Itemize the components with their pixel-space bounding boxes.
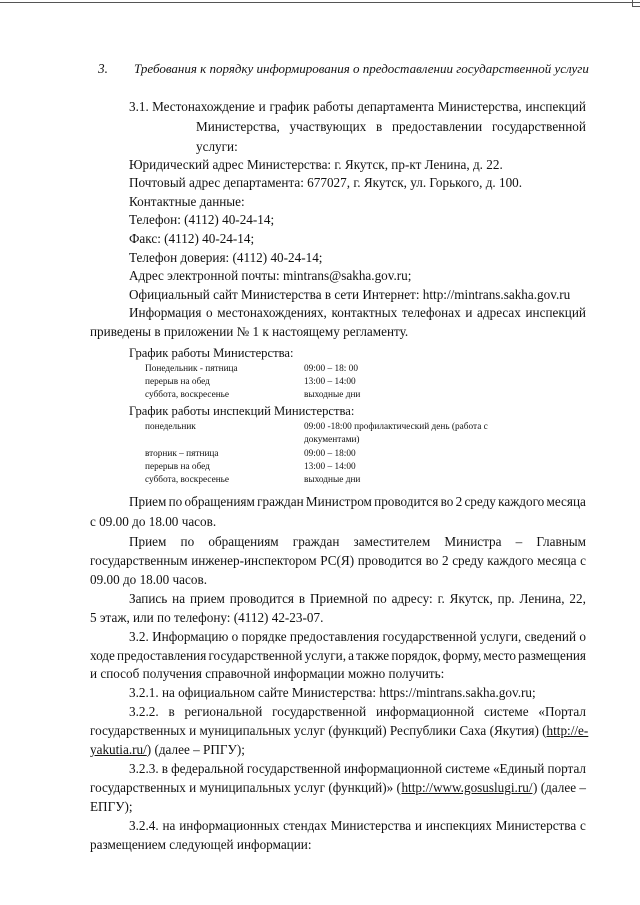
word: системе [483,704,529,719]
word: государственной [272,704,367,719]
p323-line-2-tail: ) (далее – [533,780,586,795]
word: по [373,591,387,606]
schedule-inspections-time-3: 13:00 – 14:00 [304,462,356,472]
email-address: Адрес электронной почты: mintrans@sakha.gov.ru; [129,268,412,283]
word: федеральной [171,761,244,776]
epgu-link[interactable]: http://www.gosuslugi.ru/ [401,780,533,795]
word: департамента [357,99,434,114]
word: в [375,119,383,134]
p32-line-3: и способ получения справочной информации можно получить: [90,666,445,681]
p322-line-3-text: ) (далее – РПГУ); [146,742,245,757]
word: проводится [229,591,295,606]
schedule-ministry-day-3: суббота, воскресенье [145,390,230,400]
p323-line-2-text: государственных и муниципальных услуг (функций)» ( [90,780,401,795]
schedule-inspections-day-1: понедельник [145,422,196,432]
word: портал [547,761,586,776]
word: ходе [90,648,115,663]
schedule-ministry-time-1: 09:00 – 18: 00 [304,364,358,374]
word: Министерства, [196,119,280,134]
word: 2 [455,494,463,509]
word: информационной [343,761,443,776]
word: 3.1. Местонахождение [129,99,255,114]
word: и [465,305,473,320]
word: информационных [179,818,280,833]
word: РС(Я) [320,553,355,568]
word: г. [437,591,445,606]
word: услуги, [304,648,346,663]
word: Информацию [152,629,229,644]
word: о [579,629,586,644]
word: месяца [537,553,577,568]
word: граждан [292,534,340,549]
word: с [580,553,586,568]
p321: 3.2.1. на официальном сайте Министерства: https://mintrans.sakha.gov.ru; [129,685,536,700]
word: Министерства, [437,99,522,114]
word: по [168,494,183,509]
word: «Единый [492,761,545,776]
word: инспекциях [425,818,492,833]
reception-minister-line-2: с 09.00 до 18.00 часов. [90,514,217,529]
schedule-inspections-time-1: 09:00 -18:00 профилактический день (работа с [304,422,488,432]
p324-line-2: размещением следующей информации: [90,837,312,852]
word: каждого [498,494,545,509]
p323-line-2 [90,780,586,796]
appointment-line-2: 5 этаж, или по телефону: (4112) 42-23-07. [90,610,324,625]
word: заместителем [353,534,431,549]
contacts-label: Контактные данные: [129,194,245,209]
schedule-ministry-time-3: выходные дни [304,390,361,400]
word: и [258,99,266,114]
postal-address: Почтовый адрес департамента: 677027, г. Якутск, ул. Горького, д. 100. [129,175,523,190]
reception-minister-line-1 [129,494,586,510]
word: в [168,704,175,719]
p324-line-1 [129,818,586,834]
word: государственной [246,761,341,776]
word: пр. [497,591,515,606]
word: обращениям [184,494,255,509]
word: государственной [491,119,586,134]
p32-line-2 [90,648,586,664]
word: региональной [184,704,263,719]
word: инспекций [525,99,586,114]
word: порядке [241,629,287,644]
word: о [206,305,213,320]
word: проводится [357,553,422,568]
reception-deputy-line-1 [129,534,586,550]
schedule-inspections-day-3: перерыв на обед [145,462,210,472]
word: в [298,591,306,606]
word: 22, [569,591,586,606]
p31-line-3: услуги: [196,139,238,154]
word: предоставления [289,629,380,644]
p322-line-3 [90,742,245,758]
word: инспекций [525,305,586,320]
schedule-inspections-time-4: выходные дни [304,475,361,485]
word: предоставлении [391,119,483,134]
p31-line-1 [129,99,586,115]
word: стендах [283,818,327,833]
word: Главным [536,534,586,549]
rpgu-link-cont[interactable]: yakutia.ru/ [90,742,147,757]
word: государственной [382,629,477,644]
word: 3.2.2. [129,704,159,719]
word: Прием [129,494,167,509]
word: местонахождениях, [217,305,327,320]
word: информационной [375,704,475,719]
phone: Телефон: (4112) 40-24-14; [129,212,275,227]
rpgu-link[interactable]: http://e- [546,723,589,738]
word: место [483,648,516,663]
word: на [172,591,186,606]
word: размещения [518,648,586,663]
scan-top-border [0,2,640,3]
p323-line-1 [129,761,586,777]
word: месяца [546,494,586,509]
word: телефонах [401,305,461,320]
schedule-ministry-title: График работы Министерства: [129,346,294,360]
schedule-inspections-day-2: вторник – пятница [145,449,219,459]
word: 3.2.4. [129,818,159,833]
legal-address: Юридический адрес Министерства: г. Якутск, пр-кт Ленина, д. 22. [129,157,503,172]
word: среду [464,494,496,509]
word: Якутск, [449,591,493,606]
word: Информация [129,305,202,320]
word: системе [445,761,490,776]
schedule-ministry-time-2: 13:00 – 14:00 [304,377,356,387]
word: порядок, [391,648,441,663]
word: – [515,534,523,549]
section-number: 3. [98,61,108,76]
reception-deputy-line-3: 09.00 до 18.00 часов. [90,572,207,587]
word: «Портал [538,704,586,719]
word: обращениям [208,534,279,549]
word: Министерства [495,818,577,833]
word: проводится [374,494,439,509]
word: государственным [90,553,188,568]
schedule-inspections-title: График работы инспекций Министерства: [129,404,355,418]
p322-line-1 [129,704,586,720]
word: график [269,99,310,114]
word: сведений [524,629,577,644]
p322-line-2-text: государственных и муниципальных услуг (функций) Республики Саха (Якутия) ( [90,723,547,738]
word: о [231,629,239,644]
reception-deputy-line-2 [90,553,586,569]
word: каждого [487,553,534,568]
p31-line-2 [196,119,586,135]
fax: Факс: (4112) 40-24-14; [129,231,255,246]
p323-line-3: ЕПГУ); [90,799,133,814]
p322-line-2 [90,723,588,739]
word: прием [189,591,225,606]
word: 3.2. [129,629,149,644]
word: Прием [129,534,167,549]
word: инженер-инспектором [191,553,317,568]
word: также [356,648,390,663]
word: предоставления [117,648,207,663]
word: адресу: [391,591,433,606]
word: Ленина, [519,591,565,606]
schedule-inspections-time-1b: документами) [304,435,360,445]
word: государственной [208,648,303,663]
section-title: Требования к порядку информирования о предоставлении государственной услуги [134,61,589,76]
word: с [580,818,586,833]
word: граждан [257,494,304,509]
p32-line-1 [129,629,586,645]
schedule-ministry-day-1: Понедельник - пятница [145,364,238,374]
schedule-ministry-day-2: перерыв на обед [145,377,210,387]
word: в [161,761,168,776]
word: а [348,648,355,663]
word: на [162,818,176,833]
trust-phone: Телефон доверия: (4112) 40-24-14; [129,250,323,265]
word: Приемной [310,591,369,606]
schedule-inspections-day-4: суббота, воскресенье [145,475,230,485]
info-line-1 [129,305,586,321]
word: услуги, [479,629,522,644]
word: адресах [477,305,521,320]
word: контактных [331,305,398,320]
word: Министром [305,494,372,509]
word: Запись [129,591,168,606]
word: во [440,494,454,509]
word: 2 [441,553,449,568]
word: участвующих [289,119,367,134]
schedule-inspections-time-2: 09:00 – 18:00 [304,449,356,459]
word: Министра [444,534,502,549]
word: во [425,553,439,568]
word: форму, [442,648,482,663]
official-website: Официальный сайт Министерства в сети Интернет: http://mintrans.sakha.gov.ru [129,287,571,302]
word: по [180,534,195,549]
word: работы [313,99,354,114]
scan-corner-mark [632,0,640,7]
word: среду [452,553,484,568]
word: Министерства [330,818,412,833]
word: 3.2.3. [129,761,159,776]
appointment-line-1 [129,591,586,607]
word: и [414,818,423,833]
info-line-2: приведены в приложении № 1 к настоящему регламенту. [90,324,409,339]
